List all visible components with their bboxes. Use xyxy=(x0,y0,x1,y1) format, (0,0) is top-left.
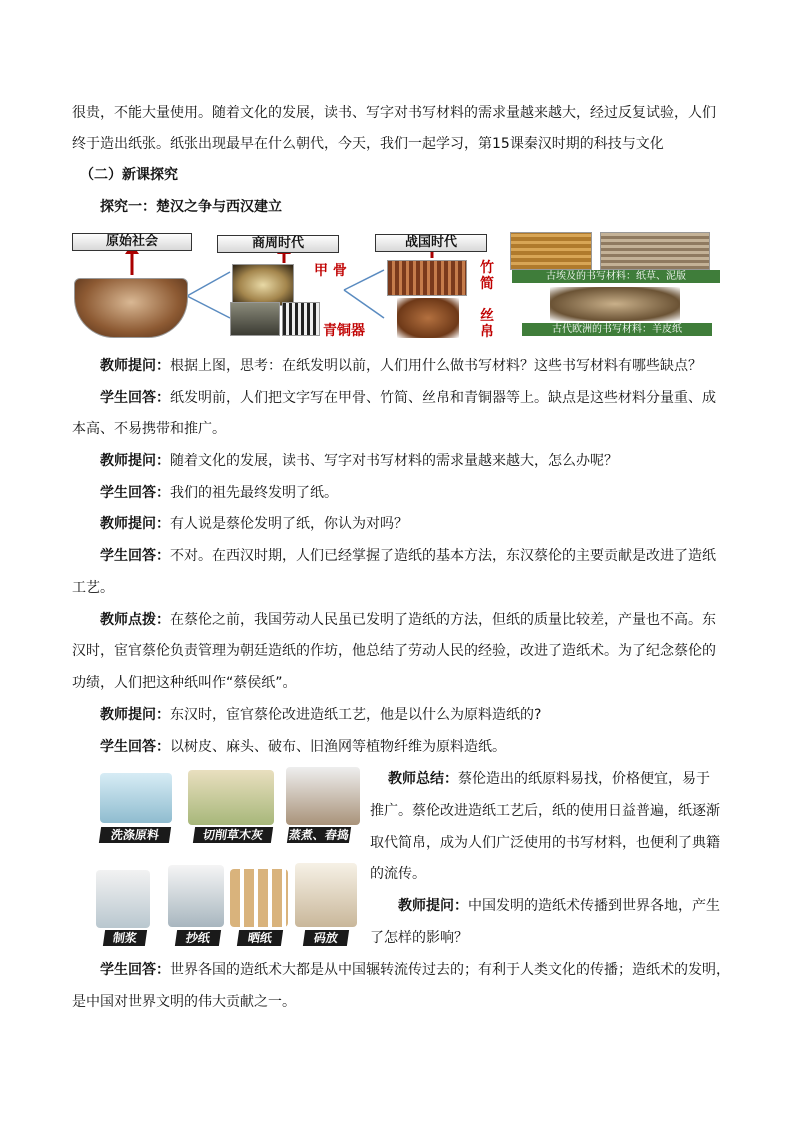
summary-line-2: 推广。蔡伦改进造纸工艺后，纸的使用日益普遍，纸逐渐 xyxy=(370,803,720,819)
qa-line-6 xyxy=(100,514,408,534)
step-steaming-image xyxy=(286,767,360,825)
step-pulping-image xyxy=(96,870,150,928)
summary-line-1 xyxy=(388,769,710,789)
step-washing-image xyxy=(100,773,172,823)
box-warring-states: 战国时代 xyxy=(375,234,487,252)
box-shang-zhou: 商周时代 xyxy=(217,235,339,253)
qa-label-5: 学生回答： xyxy=(100,485,170,501)
writing-materials-figure xyxy=(72,230,722,340)
qa-line-7 xyxy=(100,546,716,566)
qa-line-5 xyxy=(100,483,338,503)
qa-text-9: 在蔡伦之前，我国劳动人民虽已发明了造纸的方法，但纸的质量比较差，产量也不高。东 xyxy=(170,612,716,628)
label-oracle-bone: 甲 骨 xyxy=(314,263,347,279)
final-question-text-1: 中国发明的造纸术传播到世界各地，产生 xyxy=(468,898,720,914)
summary-line-3: 取代简帛，成为人们广泛使用的书写材料，也便利了典籍 xyxy=(370,835,720,851)
step-label-cutting: 切削草木灰 xyxy=(193,827,273,843)
clay-tablet-image xyxy=(600,232,710,270)
label-silk: 丝 帛 xyxy=(480,308,494,340)
qa-label-4: 教师提问： xyxy=(100,453,170,469)
final-answer-line-2: 是中国对世界文明的伟大贡献之一。 xyxy=(72,994,296,1010)
step-label-stacking: 码放 xyxy=(303,930,349,946)
qa-text-2: 纸发明前，人们把文字写在甲骨、竹简、丝帛和青铜器等上。缺点是这些材料分量重、成 xyxy=(170,390,716,406)
qa-line-2 xyxy=(100,388,716,408)
qa-text-12: 东汉时，宦官蔡伦改进造纸工艺，他是以什么为原料造纸的? xyxy=(170,707,542,723)
step-forming-image xyxy=(168,865,224,927)
qa-line-3 xyxy=(72,419,226,439)
label-bronze: 青铜器 xyxy=(323,323,365,339)
qa-label-9: 教师点拨： xyxy=(100,612,170,628)
qa-text-1: 根据上图，思考：在纸发明以前，人们用什么做书写材料？这些书写材料有哪些缺点？ xyxy=(170,358,702,374)
qa-label-7: 学生回答： xyxy=(100,548,170,564)
pottery-bowl-image xyxy=(74,278,188,338)
bronze-vessel-image xyxy=(230,302,280,336)
qa-line-11 xyxy=(72,673,297,693)
step-stacking-image xyxy=(295,863,357,927)
qa-text-3: 本高、不易携带和推广。 xyxy=(72,421,226,437)
step-label-forming: 抄纸 xyxy=(175,930,221,946)
final-question-label: 教师提问： xyxy=(398,898,468,914)
silk-garment-image xyxy=(397,298,459,338)
qa-text-6: 有人说是蔡伦发明了纸，你认为对吗？ xyxy=(170,516,408,532)
qa-label-1: 教师提问： xyxy=(100,358,170,374)
section-title: （二）新课探究 xyxy=(80,167,178,183)
qa-text-7: 不对。在西汉时期，人们已经掌握了造纸的基本方法，东汉蔡伦的主要贡献是改进了造纸 xyxy=(170,548,716,564)
summary-text-1: 蔡伦造出的纸原料易找，价格便宜，易于 xyxy=(458,771,710,787)
intro-line-2: 终于造出纸张。纸张出现最早在什么朝代，今天，我们一起学习，第15课秦汉时期的科技与文化 xyxy=(72,136,664,152)
summary-line-4: 的流传。 xyxy=(370,866,426,882)
qa-label-2: 学生回答： xyxy=(100,390,170,406)
final-question-line-1 xyxy=(398,896,720,916)
final-answer-text-1: 世界各国的造纸术大都是从中国辗转流传过去的；有利于人类文化的传播；造纸术的发明， xyxy=(170,962,730,978)
step-label-steaming: 蒸煮、舂捣 xyxy=(288,828,350,842)
step-cutting-image xyxy=(188,770,274,825)
papyrus-image xyxy=(510,232,592,270)
caption-europe: 古代欧洲的书写材料：羊皮纸 xyxy=(522,323,712,336)
bamboo-slips-image xyxy=(387,260,467,296)
final-answer-label: 学生回答： xyxy=(100,962,170,978)
caption-egypt: 古埃及的书写材料：纸草、泥版 xyxy=(512,270,720,283)
qa-text-10: 汉时，宦官蔡伦负责管理为朝廷造纸的作坊，他总结了劳动人民的经验，改进了造纸术。为了纪念蔡伦的 xyxy=(72,643,716,659)
qa-label-13: 学生回答： xyxy=(100,739,170,755)
step-label-drying: 晒纸 xyxy=(237,930,283,946)
intro-line-1: 很贵，不能大量使用。随着文化的发展，读书、写字对书写材料的需求量越来越大，经过反复试验，人们 xyxy=(72,105,716,121)
qa-label-6: 教师提问： xyxy=(100,516,170,532)
qa-text-4: 随着文化的发展，读书、写字对书写材料的需求量越来越大，怎么办呢？ xyxy=(170,453,618,469)
qa-line-10 xyxy=(72,641,716,661)
final-answer-line-1 xyxy=(100,960,730,980)
box-primitive-society: 原始社会 xyxy=(72,233,192,251)
qa-text-11: 功绩，人们把这种纸叫作“蔡侯纸”。 xyxy=(72,675,297,691)
label-bamboo-slips: 竹 简 xyxy=(480,260,494,292)
qa-line-4 xyxy=(100,451,618,471)
explore-title: 探究一：楚汉之争与西汉建立 xyxy=(100,199,282,215)
qa-label-12: 教师提问： xyxy=(100,707,170,723)
qa-line-8 xyxy=(72,578,114,598)
step-drying-image xyxy=(230,869,288,927)
qa-text-13: 以树皮、麻头、破布、旧渔网等植物纤维为原料造纸。 xyxy=(170,739,506,755)
qa-line-1 xyxy=(100,356,702,376)
qa-text-5: 我们的祖先最终发明了纸。 xyxy=(170,485,338,501)
papermaking-steps-figure xyxy=(90,765,360,960)
step-label-pulping: 制浆 xyxy=(103,930,147,946)
step-label-washing: 洗涤原料 xyxy=(99,827,171,843)
qa-line-9 xyxy=(100,610,716,630)
summary-label: 教师总结： xyxy=(388,771,458,787)
final-question-line-2: 了怎样的影响？ xyxy=(370,930,468,946)
qa-line-13 xyxy=(100,737,506,757)
qa-text-8: 工艺。 xyxy=(72,580,114,596)
bronze-inscription-image xyxy=(282,302,320,336)
parchment-image xyxy=(550,287,680,321)
oracle-bone-image xyxy=(232,264,294,306)
qa-line-12 xyxy=(100,705,541,725)
